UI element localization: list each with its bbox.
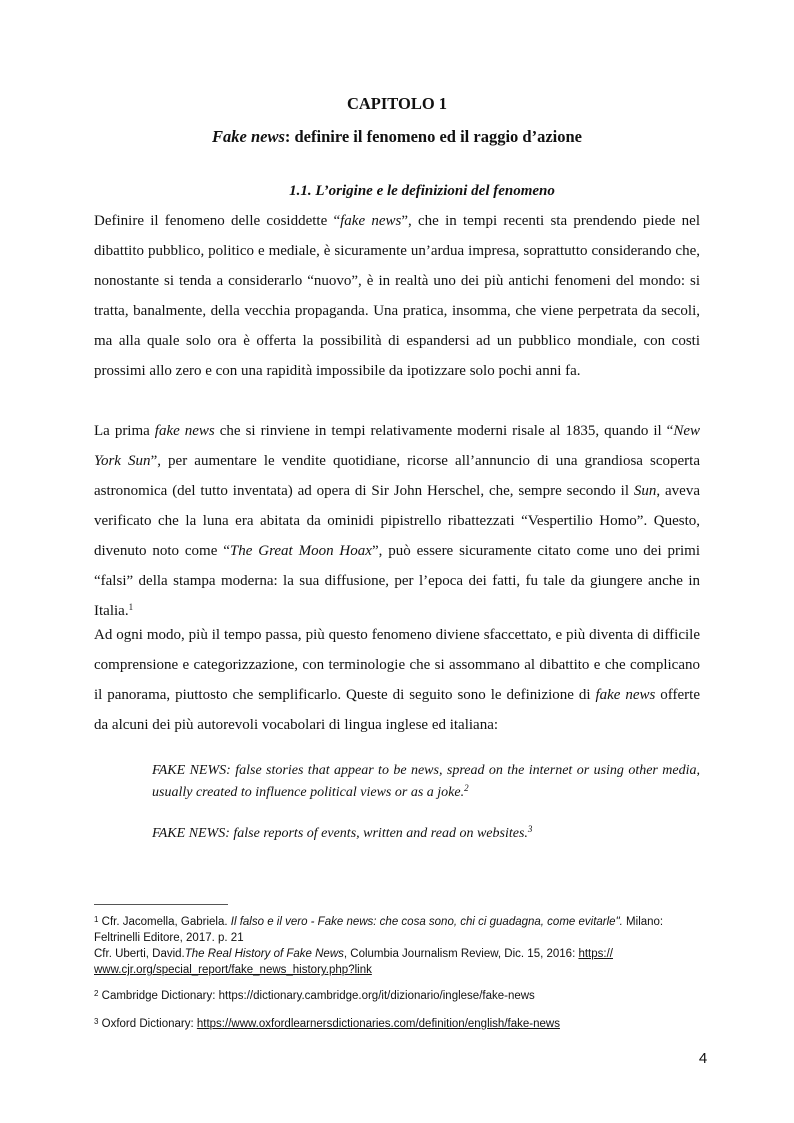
footnote-1-title: Il falso e il vero - Fake news: che cosa sono, chi ci guadagna, come evitarle". — [230, 916, 623, 928]
p2-italic-4: The Great Moon Hoax — [229, 543, 372, 559]
footnote-1-text-a: Cfr. Jacomella, Gabriela. — [98, 916, 231, 928]
definition-quote-1 — [152, 760, 700, 804]
p1-text-1: Definire il fenomeno delle cosiddette “ — [94, 213, 341, 229]
p2-italic-3: Sun — [633, 483, 657, 499]
footnote-1-text-b-rest: , Columbia Journalism Review, Dic. 15, 2016: — [343, 948, 579, 960]
footnote-1-link[interactable]: https:// www.cjr.org/special_report/fake_news_history.php?link — [94, 948, 613, 976]
section-heading: 1.1. L’origine e le definizioni del fenomeno — [289, 183, 555, 199]
p2-italic-1: fake news — [154, 423, 215, 439]
p2-text-5: ”, può essere sicuramente citato come uno dei primi “falsi” della stampa moderna: la sua diffusione, per l’epoca dei fatti, fu tale da giungere anche in Italia. — [94, 543, 700, 619]
paragraph-3 — [94, 620, 700, 740]
chapter-heading: CAPITOLO 1 — [346, 94, 448, 113]
p2-text-2: che si rinviene in tempi relativamente moderni risale al 1835, quando il “ — [214, 423, 674, 439]
footnote-2 — [94, 988, 700, 1004]
quote-1-text: FAKE NEWS: false stories that appear to be news, spread on the internet or using other media, usually created to influence political views or as a joke. — [152, 763, 700, 800]
p2-italic-2: New York Sun — [94, 423, 700, 469]
footnote-1-text-a-rest: Milano: Feltrinelli Editore, 2017. p. 21 — [94, 916, 664, 944]
p3-text-2: offerte da alcuni dei più autorevoli vocabolari di lingua inglese ed italiana: — [94, 687, 700, 733]
p2-text-4: , aveva verificato che la luna era abitata da ominidi pipistrello ribattezzati “Vespertilio Homo”. Questo, divenuto noto come “ — [94, 483, 700, 559]
footnote-1-title-b: The Real History of Fake News — [184, 948, 344, 960]
footnote-3-link[interactable]: https://www.oxfordlearnersdictionaries.com/definition/english/fake-news — [196, 1018, 560, 1030]
chapter-subtitle — [0, 127, 794, 147]
p2-text-3: ”, per aumentare le vendite quotidiane, ricorse all’annuncio di una grandiosa scoperta astronomica (del tutto inventata) ad opera di Sir John Herschel, che, sempre secondo il — [94, 453, 700, 499]
footnote-2-text: Cambridge Dictionary: https://dictionary.cambridge.org/it/dizionario/inglese/fake-news — [98, 990, 535, 1002]
footnote-ref-2[interactable]: 2 — [464, 783, 469, 793]
quote-2-text: FAKE NEWS: false reports of events, written and read on websites. — [152, 826, 528, 841]
footnote-3-text: Oxford Dictionary: — [98, 1018, 197, 1030]
page-number: 4 — [698, 1050, 708, 1067]
footnote-1-number: 1 — [94, 915, 99, 924]
footnote-ref-3[interactable]: 3 — [527, 824, 533, 834]
chapter-subtitle-italic: Fake news — [211, 127, 285, 146]
chapter-subtitle-rest: : definire il fenomeno ed il raggio d’azione — [284, 127, 582, 146]
footnote-3-number: 3 — [94, 1017, 99, 1026]
definition-quote-2 — [152, 823, 700, 845]
p3-text-1: Ad ogni modo, più il tempo passa, più questo fenomeno diviene sfaccettato, e più diventa di difficile comprensione e categorizzazione, con terminologie che si assommano al dibattito e che complicano il panorama, piuttosto che semplificarlo. Queste di seguito sono le definizione di — [94, 627, 700, 703]
p1-text-2: ”, che in tempi recenti sta prendendo piede nel dibattito pubblico, politico e mediale, è sicuramente un’ardua impresa, soprattutto considerando che, nonostante si tenda a considerarlo “nuovo”, è in realtà uno dei più antichi fenomeni del mondo: si tratta, banalmente, della vecchia propaganda. Una pratica, insomma, che viene perpetrata da secoli, ma alla quale solo ora è offerta la possibilità di espandersi ad un pubblico mondiale, con costi prossimi allo zero e con una rapidità impossibile da ipotizzare solo pochi anni fa. — [94, 213, 700, 379]
footnote-2-number: 2 — [94, 989, 99, 998]
p1-italic-1: fake news — [340, 213, 402, 229]
footnote-separator — [94, 904, 228, 905]
footnote-1 — [94, 914, 700, 978]
p2-text-1: La prima — [94, 423, 155, 439]
p3-italic-1: fake news — [595, 687, 656, 703]
paragraph-2 — [94, 416, 700, 626]
footnote-ref-1[interactable]: 1 — [128, 602, 134, 612]
footnote-3 — [94, 1016, 700, 1032]
paragraph-1 — [94, 206, 700, 386]
footnote-1-text-b: Cfr. Uberti, David. — [94, 948, 185, 960]
